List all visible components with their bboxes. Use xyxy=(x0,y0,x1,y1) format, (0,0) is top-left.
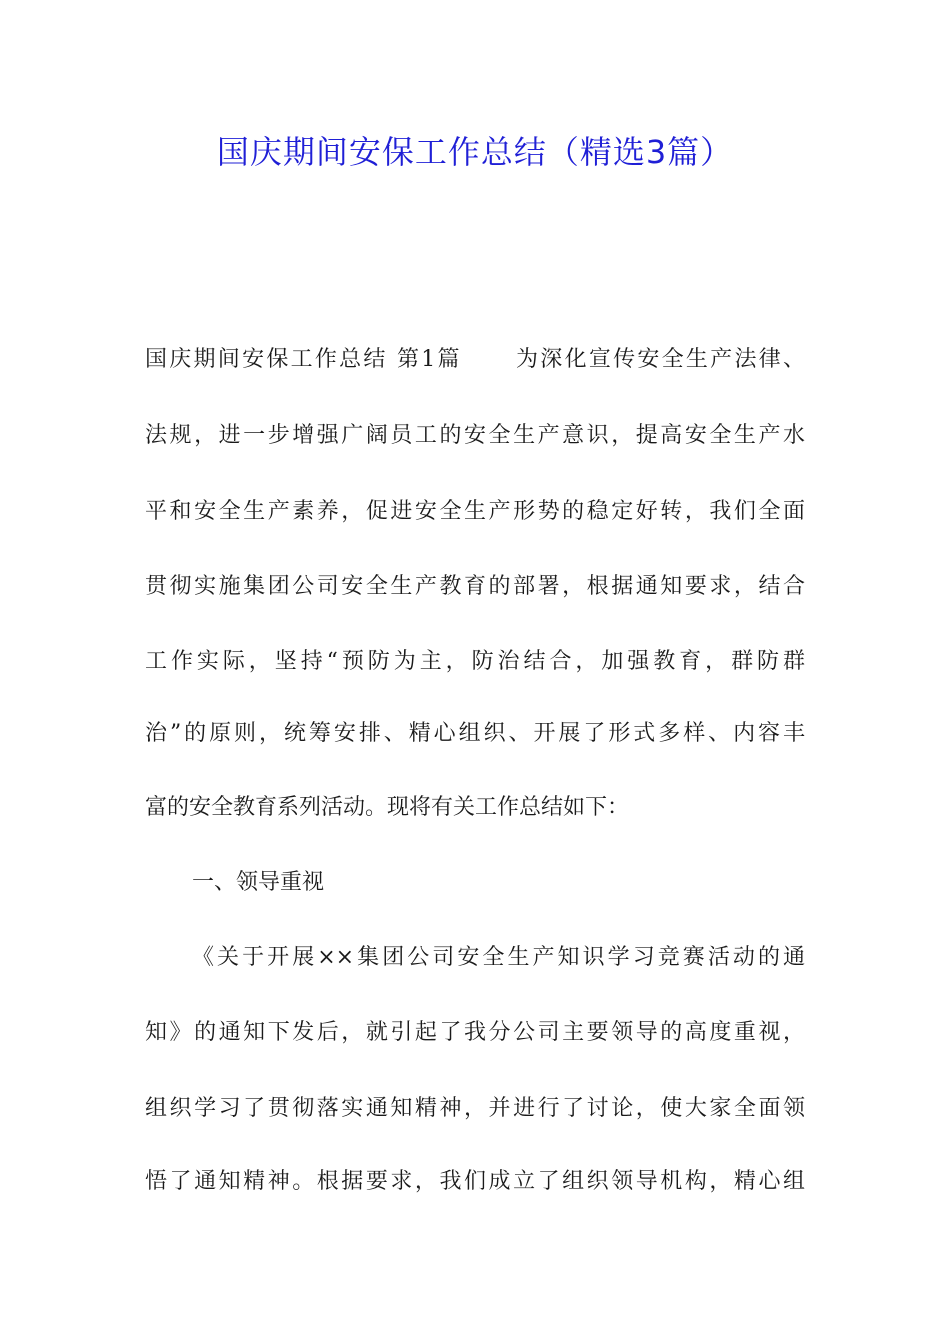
paragraph-line xyxy=(145,343,805,377)
document-title: 国庆期间安保工作总结（精选3篇） xyxy=(216,133,734,171)
paragraph-line: 工作实际，坚持“预防为主，防治结合，加强教育，群防群 xyxy=(145,649,805,674)
paragraph-line: 平和安全生产素养，促进安全生产形势的稳定好转，我们全面 xyxy=(145,499,805,524)
section-heading: 一、领导重视 xyxy=(192,870,325,895)
paragraph-line: 治”的原则，统筹安排、精心组织、开展了形式多样、内容丰 xyxy=(145,721,805,746)
paragraph-line: 富的安全教育系列活动。现将有关工作总结如下： xyxy=(145,795,630,820)
paragraph-line: 知》的通知下发后，就引起了我分公司主要领导的高度重视， xyxy=(145,1020,805,1045)
section-label: 国庆期间安保工作总结 第1篇 xyxy=(145,347,462,372)
paragraph-line: 贯彻实施集团公司安全生产教育的部署，根据通知要求，结合 xyxy=(145,574,805,599)
paragraph-line: 组织学习了贯彻落实通知精神，并进行了讨论，使大家全面领 xyxy=(145,1096,805,1121)
paragraph-line: 《关于开展××集团公司安全生产知识学习竞赛活动的通 xyxy=(192,945,805,970)
paragraph-line: 法规，进一步增强广阔员工的安全生产意识，提高安全生产水 xyxy=(145,423,805,448)
paragraph-text: 为深化宣传安全生产法律、 xyxy=(513,347,805,372)
paragraph-line: 悟了通知精神。根据要求，我们成立了组织领导机构，精心组 xyxy=(145,1169,805,1194)
